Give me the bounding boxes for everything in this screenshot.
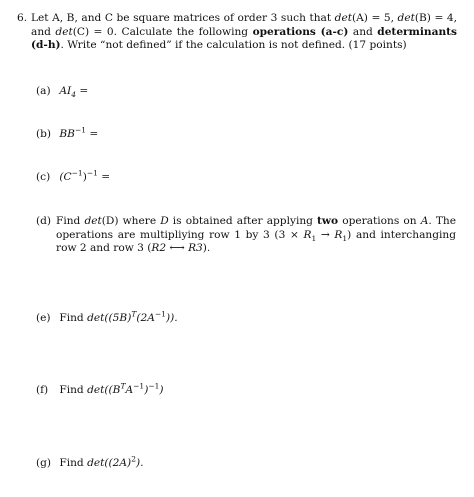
- text: Find: [59, 312, 88, 324]
- expr: (2A: [136, 312, 155, 324]
- expr: A: [125, 384, 134, 396]
- equals: =: [97, 171, 111, 183]
- equals: =: [76, 85, 89, 97]
- superscript: −1: [154, 309, 166, 319]
- intro-text: and: [31, 25, 56, 38]
- det-a-fn: det: [334, 12, 352, 24]
- text: Find: [59, 384, 88, 396]
- intro-text: and: [348, 25, 378, 38]
- text: ).: [202, 242, 211, 255]
- det-b-fn: det: [397, 12, 415, 24]
- row-symbol: R3: [188, 242, 203, 255]
- bold-determinants: determinants (d-h): [31, 25, 458, 52]
- bold-operations: operations (a-c): [252, 25, 349, 38]
- intro-text: Let A, B, and C be square matrices of order 3 such that: [31, 12, 335, 24]
- matrix-d: D: [160, 215, 169, 227]
- det-c-fn: det: [55, 25, 73, 38]
- part-e-expression: [59, 309, 178, 324]
- expr: ): [159, 384, 164, 396]
- superscript: T: [120, 381, 126, 391]
- superscript: −1: [74, 125, 87, 135]
- superscript: 2: [131, 454, 136, 464]
- row-symbol: R: [303, 228, 312, 241]
- row-symbol: R: [334, 228, 343, 241]
- part-f: [36, 381, 456, 398]
- part-g: [36, 454, 456, 471]
- superscript: −1: [86, 168, 98, 178]
- part-d-text: [56, 215, 456, 256]
- part-label: (g): [36, 457, 52, 469]
- part-label: (a): [36, 85, 51, 97]
- part-label: (e): [36, 312, 51, 324]
- double-arrow-icon: ⟷: [166, 242, 189, 255]
- expr: det((5B): [87, 312, 132, 324]
- matrix-a: A: [420, 215, 429, 227]
- part-label: (d): [36, 215, 52, 227]
- superscript: −1: [133, 381, 145, 391]
- part-label: (c): [36, 171, 51, 183]
- expr: )).: [165, 312, 178, 324]
- text: Find: [59, 457, 88, 469]
- det-fn: det: [84, 215, 102, 227]
- row-symbol: R: [151, 242, 160, 255]
- text: (D) where: [101, 215, 161, 227]
- part-d: [36, 215, 456, 256]
- det-c-arg: (C) = 0. Calculate the following: [72, 25, 253, 38]
- expr: ): [82, 171, 87, 183]
- part-b: [36, 125, 456, 142]
- problem-number: 6.: [17, 12, 28, 24]
- superscript: T: [131, 309, 137, 319]
- expr: BB: [59, 128, 75, 140]
- problem-statement: [17, 12, 457, 53]
- subscript: 1: [311, 233, 317, 243]
- subscript: 1: [342, 233, 348, 243]
- part-label: (b): [36, 128, 52, 140]
- text: Find: [56, 215, 85, 227]
- part-a: [36, 85, 456, 99]
- part-c: [36, 168, 456, 185]
- text: is obtained after applying: [168, 215, 318, 227]
- expr: AI: [59, 85, 72, 97]
- subscript: 4: [71, 90, 76, 100]
- expr: det((B: [87, 384, 121, 396]
- text: operations on: [338, 215, 421, 227]
- part-label: (f): [36, 384, 49, 396]
- part-a-expression: [59, 85, 89, 100]
- part-b-expression: [59, 125, 99, 140]
- row-number: 2: [159, 242, 167, 255]
- part-f-expression: [59, 381, 164, 396]
- superscript: −1: [71, 168, 83, 178]
- bold-two: two: [317, 215, 339, 227]
- part-g-expression: [59, 454, 144, 469]
- text: ) and interchanging row 2 and row 3 (: [56, 228, 456, 255]
- det-b-arg: (B) = 4,: [414, 12, 457, 24]
- det-a-arg: (A) = 5,: [351, 12, 398, 24]
- expr: (C: [59, 171, 72, 183]
- problem-intro: [31, 12, 457, 53]
- equals: =: [86, 128, 99, 140]
- expr: det((2A): [87, 457, 132, 469]
- superscript: −1: [148, 381, 160, 391]
- text: . The operations are multipliying row 1 by 3 (3 ×: [56, 215, 456, 241]
- expr: ): [144, 384, 149, 396]
- arrow-icon: →: [316, 228, 335, 241]
- intro-text: . Write “not defined” if the calculation is not defined. (17 points): [60, 39, 407, 52]
- part-c-expression: [59, 168, 111, 183]
- expr: ).: [135, 457, 144, 469]
- part-e: [36, 309, 456, 326]
